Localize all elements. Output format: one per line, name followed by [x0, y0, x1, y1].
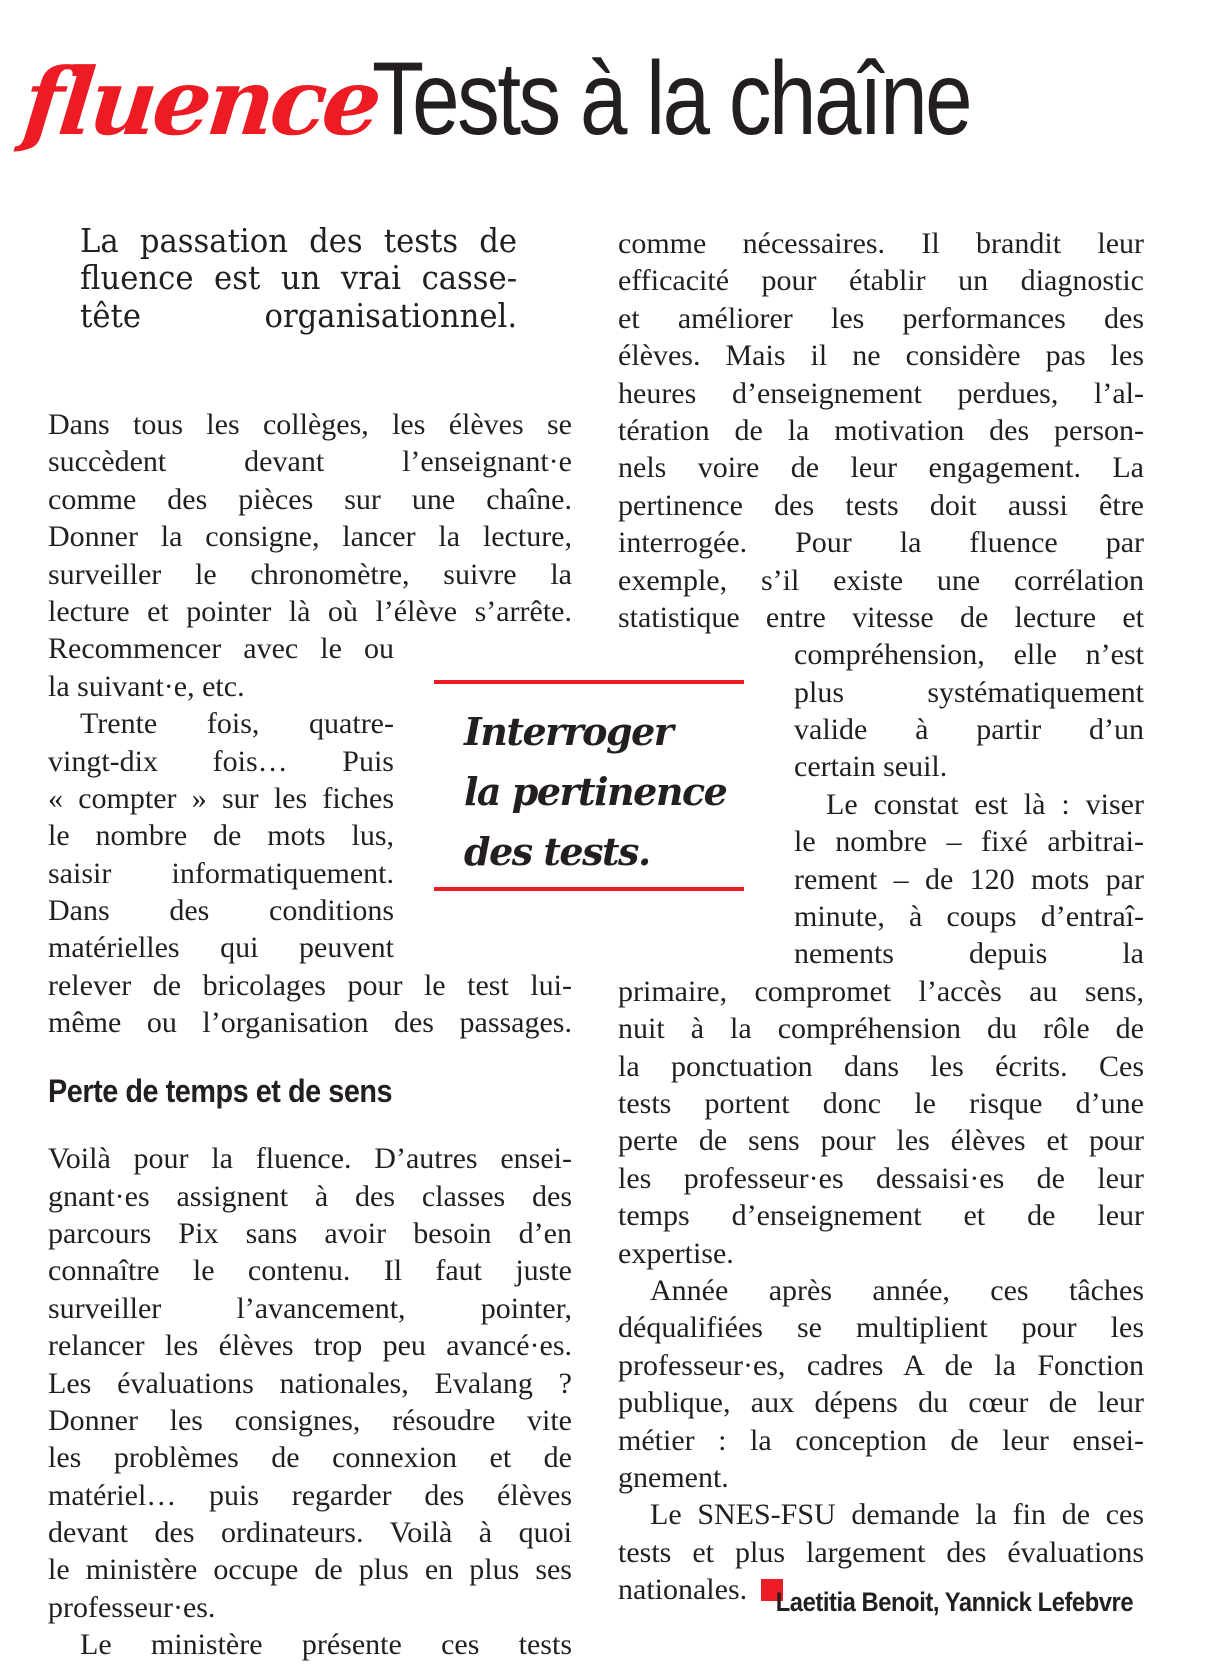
lead-line: La passation des tests de	[80, 221, 518, 260]
text-line: métier : la conception de leur ensei-	[618, 1423, 1144, 1457]
text-line: relancer les élèves trop peu avancé·es.	[48, 1329, 572, 1363]
text-line: Trente fois, quatre-	[80, 707, 394, 741]
lead-line: tête organisationnel.	[80, 295, 518, 335]
text-line: les professeur·es dessaisi·es de leur	[618, 1161, 1144, 1195]
text-line: statistique entre vitesse de lecture et	[618, 600, 1144, 634]
text-line: perte de sens pour les élèves et pour	[618, 1124, 1144, 1158]
text-line: compréhension, elle n’est	[794, 638, 1144, 672]
text-line: Le constat est là : viser	[826, 787, 1144, 821]
text-line: le nombre – fixé arbitrai-	[794, 825, 1144, 859]
paragraph	[48, 1140, 572, 1626]
text-line: plus systématiquement	[794, 675, 1144, 709]
text-line: exemple, s’il existe une corrélation	[618, 563, 1144, 597]
text-line: déqualifiées se multiplient pour les	[618, 1311, 1144, 1345]
right-column	[618, 225, 1144, 1608]
text-line: gnement.	[618, 1460, 729, 1494]
text-line: comme nécessaires. Il brandit leur	[618, 227, 1144, 260]
paragraph	[618, 225, 1144, 786]
pull-quote-line: des tests.	[464, 829, 650, 874]
text-line: tération de la motivation des person-	[618, 413, 1144, 447]
text-line: gnant·es assignent à des classes des	[48, 1179, 572, 1213]
text-line: parcours Pix sans avoir besoin d’en	[48, 1216, 572, 1250]
text-line: Le ministère présente ces tests	[80, 1628, 572, 1662]
text-line: devant des ordinateurs. Voilà à quoi	[48, 1516, 572, 1550]
text-line: tests portent donc le risque d’une	[618, 1086, 1144, 1120]
lead-line: fluence est un vrai casse-	[80, 258, 518, 298]
text-line: Dans des conditions	[48, 894, 394, 928]
text-line: nements depuis la	[794, 937, 1144, 971]
section-subheading: Perte de temps et de sens	[48, 1072, 393, 1109]
text-line: élèves. Mais il ne considère pas les	[618, 339, 1144, 373]
text-line: certain seuil.	[794, 750, 948, 784]
text-line: primaire, compromet l’accès au sens,	[618, 974, 1144, 1008]
text-line: « compter » sur les fiches	[48, 781, 394, 815]
text-line: Dans tous les collèges, les élèves se	[48, 408, 572, 441]
text-line: la ponctuation dans les écrits. Ces	[618, 1049, 1144, 1083]
text-line: temps d’enseignement et de leur	[618, 1199, 1144, 1233]
text-line: heures d’enseignement perdues, l’al-	[618, 376, 1144, 410]
author-byline: Laetitia Benoit, Yannick Lefebvre	[775, 1587, 1133, 1617]
text-line: Donner les consignes, résoudre vite	[48, 1403, 572, 1437]
text-line: vingt-dix fois… Puis	[48, 744, 394, 778]
text-line: Donner la consigne, lancer la lecture,	[48, 520, 572, 554]
text-line: pertinence des tests doit aussi être	[618, 488, 1144, 522]
pull-quote-line: Interroger	[464, 709, 673, 754]
text-line: comme des pièces sur une chaîne.	[48, 482, 572, 516]
lead-paragraph	[80, 222, 550, 334]
text-line-content: nationales.	[618, 1573, 748, 1607]
text-line: valide à partir d’un	[794, 713, 1144, 747]
text-line: relever de bricolages pour le test lui-	[48, 968, 572, 1002]
text-line: minute, à coups d’entraî-	[794, 900, 1144, 934]
text-line: matériel… puis regarder des élèves	[48, 1478, 572, 1512]
paragraph	[48, 1626, 572, 1663]
text-line: professeur·es.	[48, 1590, 216, 1624]
left-column	[48, 406, 572, 1664]
text-line: Recommencer avec le ou	[48, 632, 394, 666]
text-line: Année après année, ces tâches	[650, 1273, 1144, 1307]
text-line: lecture et pointer là où l’élève s’arrête.	[48, 594, 572, 628]
paragraph	[618, 1272, 1144, 1496]
text-line: Voilà pour la fluence. D’autres ensei-	[48, 1142, 572, 1176]
text-line: professeur·es, cadres A de la Fonction	[618, 1348, 1144, 1382]
text-line: saisir informatiquement.	[48, 856, 394, 890]
text-line: publique, aux dépens du cœur de leur	[618, 1386, 1144, 1420]
text-line: le ministère occupe de plus en plus ses	[48, 1553, 572, 1587]
text-line: nuit à la compréhension du rôle de	[618, 1012, 1144, 1046]
text-line: surveiller l’avancement, pointer,	[48, 1291, 572, 1325]
text-line: nels voire de leur engagement. La	[618, 451, 1144, 485]
text-line: le nombre de mots lus,	[48, 819, 394, 853]
text-line: Les évaluations nationales, Evalang ?	[48, 1366, 572, 1400]
pull-quote-line: la pertinence	[464, 769, 727, 814]
text-line: tests et plus largement des évaluations	[618, 1535, 1144, 1569]
text-line: les problèmes de connexion et de	[48, 1441, 572, 1475]
text-line: et améliorer les performances des	[618, 301, 1144, 335]
text-line: interrogée. Pour la fluence par	[618, 526, 1144, 560]
article-title: Tests à la chaîne	[372, 41, 971, 157]
text-line: succèdent devant l’enseignant·e	[48, 445, 572, 479]
text-line: rement – de 120 mots par	[794, 862, 1144, 896]
text-line: la suivant·e, etc.	[48, 669, 245, 703]
text-line: efficacité pour établir un diagnostic	[618, 264, 1144, 298]
text-line: Le SNES-FSU demande la fin de ces	[650, 1498, 1144, 1532]
section-kicker: fluence	[18, 48, 384, 156]
text-line: matérielles qui peuvent	[48, 931, 394, 965]
text-line: surveiller le chronomètre, suivre la	[48, 557, 572, 591]
text-line: expertise.	[618, 1236, 734, 1270]
text-line: connaître le contenu. Il faut juste	[48, 1254, 572, 1288]
paragraph	[48, 406, 572, 705]
paragraph	[618, 786, 1144, 1272]
text-line: même ou l’organisation des passages.	[48, 1006, 572, 1040]
